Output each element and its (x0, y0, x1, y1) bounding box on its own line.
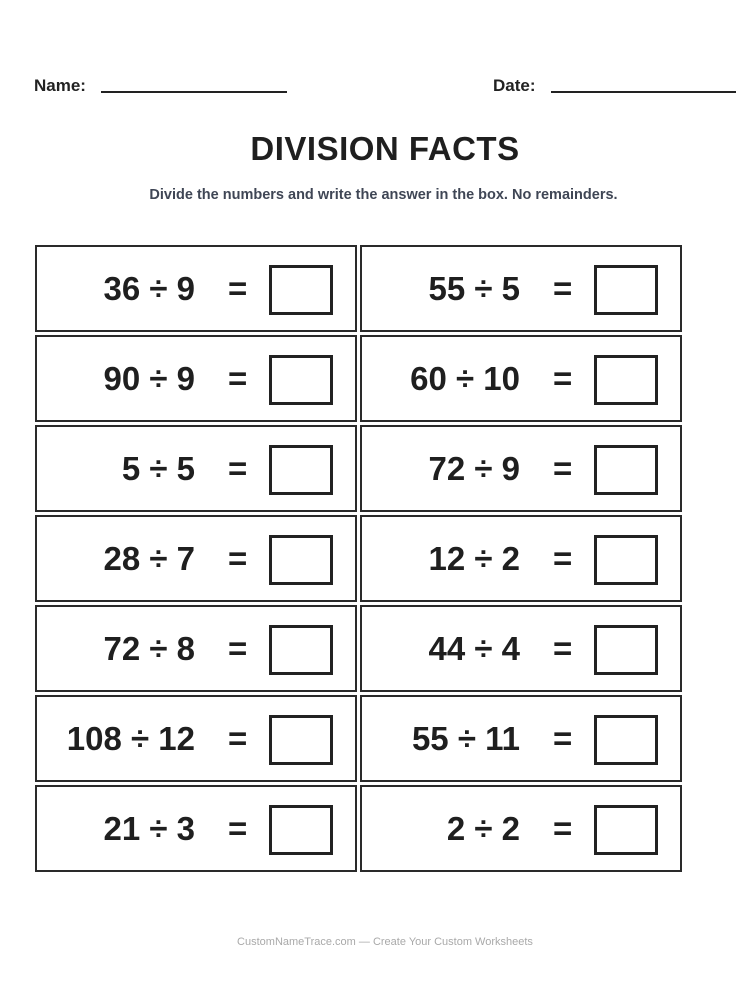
problem-cell (35, 335, 357, 422)
problem-cell (35, 695, 357, 782)
name-field-line[interactable] (101, 91, 287, 93)
answer-box[interactable] (594, 715, 658, 765)
answer-box[interactable] (594, 445, 658, 495)
answer-box[interactable] (269, 265, 333, 315)
problem-expression: 2 ÷ 2 (446, 809, 520, 847)
equals-sign: = (553, 539, 573, 577)
equals-sign: = (228, 359, 248, 397)
equals-sign: = (228, 629, 248, 667)
equals-sign: = (228, 539, 248, 577)
date-field-line[interactable] (551, 91, 736, 93)
equals-sign: = (553, 359, 573, 397)
equals-sign: = (553, 269, 573, 307)
answer-box[interactable] (269, 805, 333, 855)
equals-sign: = (228, 449, 248, 487)
problem-cell (35, 515, 357, 602)
answer-box[interactable] (594, 355, 658, 405)
answer-box[interactable] (269, 445, 333, 495)
problem-expression: 108 ÷ 12 (66, 719, 195, 757)
answer-box[interactable] (594, 805, 658, 855)
answer-box[interactable] (269, 355, 333, 405)
problem-expression: 55 ÷ 5 (428, 269, 520, 307)
answer-box[interactable] (594, 625, 658, 675)
instructions: Divide the numbers and write the answer in the box. No remainders. (149, 187, 618, 203)
problem-expression: 90 ÷ 9 (103, 359, 195, 397)
equals-sign: = (553, 449, 573, 487)
equals-sign: = (228, 809, 248, 847)
problem-expression: 36 ÷ 9 (103, 269, 195, 307)
problem-expression: 5 ÷ 5 (121, 449, 195, 487)
problem-cell (35, 785, 357, 872)
answer-box[interactable] (594, 265, 658, 315)
problem-cell (360, 335, 682, 422)
problem-grid (35, 245, 682, 872)
equals-sign: = (553, 629, 573, 667)
equals-sign: = (228, 719, 248, 757)
problem-expression: 44 ÷ 4 (428, 629, 520, 667)
footer-credit: CustomNameTrace.com — Create Your Custom Worksheets (237, 936, 533, 948)
problem-expression: 55 ÷ 11 (411, 719, 520, 757)
problem-cell (360, 605, 682, 692)
problem-expression: 12 ÷ 2 (428, 539, 520, 577)
answer-box[interactable] (269, 535, 333, 585)
equals-sign: = (228, 269, 248, 307)
date-label: Date: (493, 76, 536, 95)
answer-box[interactable] (594, 535, 658, 585)
problem-cell (360, 425, 682, 512)
problem-expression: 60 ÷ 10 (410, 359, 520, 397)
name-label: Name: (34, 76, 86, 95)
answer-box[interactable] (269, 715, 333, 765)
equals-sign: = (553, 719, 573, 757)
problem-expression: 28 ÷ 7 (103, 539, 195, 577)
problem-cell (35, 605, 357, 692)
problem-cell (35, 425, 357, 512)
problem-cell (360, 515, 682, 602)
answer-box[interactable] (269, 625, 333, 675)
problem-cell (360, 695, 682, 782)
problem-expression: 72 ÷ 8 (103, 629, 195, 667)
page-title: DIVISION FACTS (250, 130, 520, 167)
problem-cell (360, 785, 682, 872)
problem-expression: 21 ÷ 3 (103, 809, 195, 847)
problem-cell (360, 245, 682, 332)
problem-expression: 72 ÷ 9 (428, 449, 520, 487)
equals-sign: = (553, 809, 573, 847)
problem-cell (35, 245, 357, 332)
